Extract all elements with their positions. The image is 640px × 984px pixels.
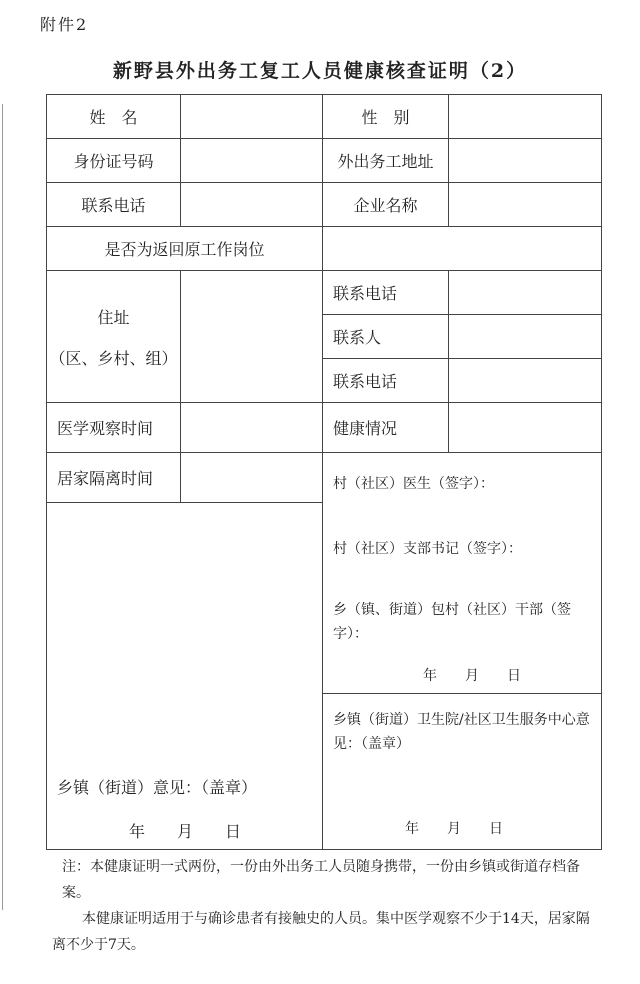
id-number-field[interactable] [181, 139, 323, 183]
health-center-date[interactable]: 年 月 日 [405, 821, 503, 837]
signature-area [323, 453, 602, 850]
medical-observation-field[interactable] [181, 403, 323, 453]
village-secretary-sign[interactable]: 村（社区）支部书记（签字）： [333, 541, 522, 557]
document-title: 新野县外出务工复工人员健康核查证明（2） [112, 60, 528, 82]
health-status-field[interactable] [449, 403, 602, 453]
health-center-opinion[interactable]: 乡镇（街道）卫生院/社区卫生服务中心意见：（盖章） [333, 712, 590, 752]
medical-observation-label: 医学观察时间 [47, 403, 181, 453]
company-field[interactable] [449, 183, 602, 227]
home-isolation-label: 居家隔离时间 [47, 453, 181, 503]
township-date: 年 月 日 [129, 822, 242, 841]
health-check-form [46, 94, 602, 850]
note-2: 本健康证明适用于与确诊患者有接触史的人员。集中医学观察不少于14天，居家隔 [82, 911, 590, 927]
signature-block [323, 453, 601, 693]
township-cadre-sign[interactable]: 乡（镇、街道）包村（社区）干部（签字）： [333, 602, 571, 642]
attachment-label: 附件2 [40, 15, 89, 34]
contact-phone-2-field[interactable] [449, 359, 602, 403]
signature-date[interactable]: 年 月 日 [423, 668, 521, 684]
phone-field[interactable] [181, 183, 323, 227]
company-label: 企业名称 [323, 183, 449, 227]
home-isolation-field[interactable] [181, 453, 323, 503]
phone-label: 联系电话 [47, 183, 181, 227]
address-label: 住址 [97, 307, 130, 327]
township-opinion-label: 乡镇（街道）意见：（盖章） [57, 778, 258, 797]
return-question-label: 是否为返回原工作岗位 [47, 227, 323, 271]
contact-phone-1-field[interactable] [449, 271, 602, 315]
address-sub-label: （区、乡村、组） [49, 348, 178, 368]
health-status-label: 健康情况 [323, 403, 449, 453]
gender-field[interactable] [449, 95, 602, 139]
contact-person-label: 联系人 [323, 315, 449, 359]
contact-phone-1-label: 联系电话 [323, 271, 449, 315]
work-address-label: 外出务工地址 [323, 139, 449, 183]
address-label-cell [47, 271, 181, 403]
health-center-block [323, 693, 601, 848]
gender-label: 性 别 [323, 95, 449, 139]
page-edge-line [2, 104, 3, 910]
id-number-label: 身份证号码 [47, 139, 181, 183]
contact-phone-2-label: 联系电话 [323, 359, 449, 403]
work-address-field[interactable] [449, 139, 602, 183]
village-doctor-sign[interactable]: 村（社区）医生（签字）： [333, 476, 494, 492]
name-field[interactable] [181, 95, 323, 139]
note-3: 离不少于7天。 [52, 937, 145, 953]
address-field[interactable] [181, 271, 323, 403]
return-question-field[interactable] [323, 227, 602, 271]
name-label: 姓 名 [47, 95, 181, 139]
township-opinion-area[interactable] [47, 503, 323, 850]
contact-person-field[interactable] [449, 315, 602, 359]
note-1: 注：本健康证明一式两份，一份由外出务工人员随身携带，一份由乡镇或街道存档备案。 [62, 859, 580, 901]
footnotes [52, 854, 607, 958]
